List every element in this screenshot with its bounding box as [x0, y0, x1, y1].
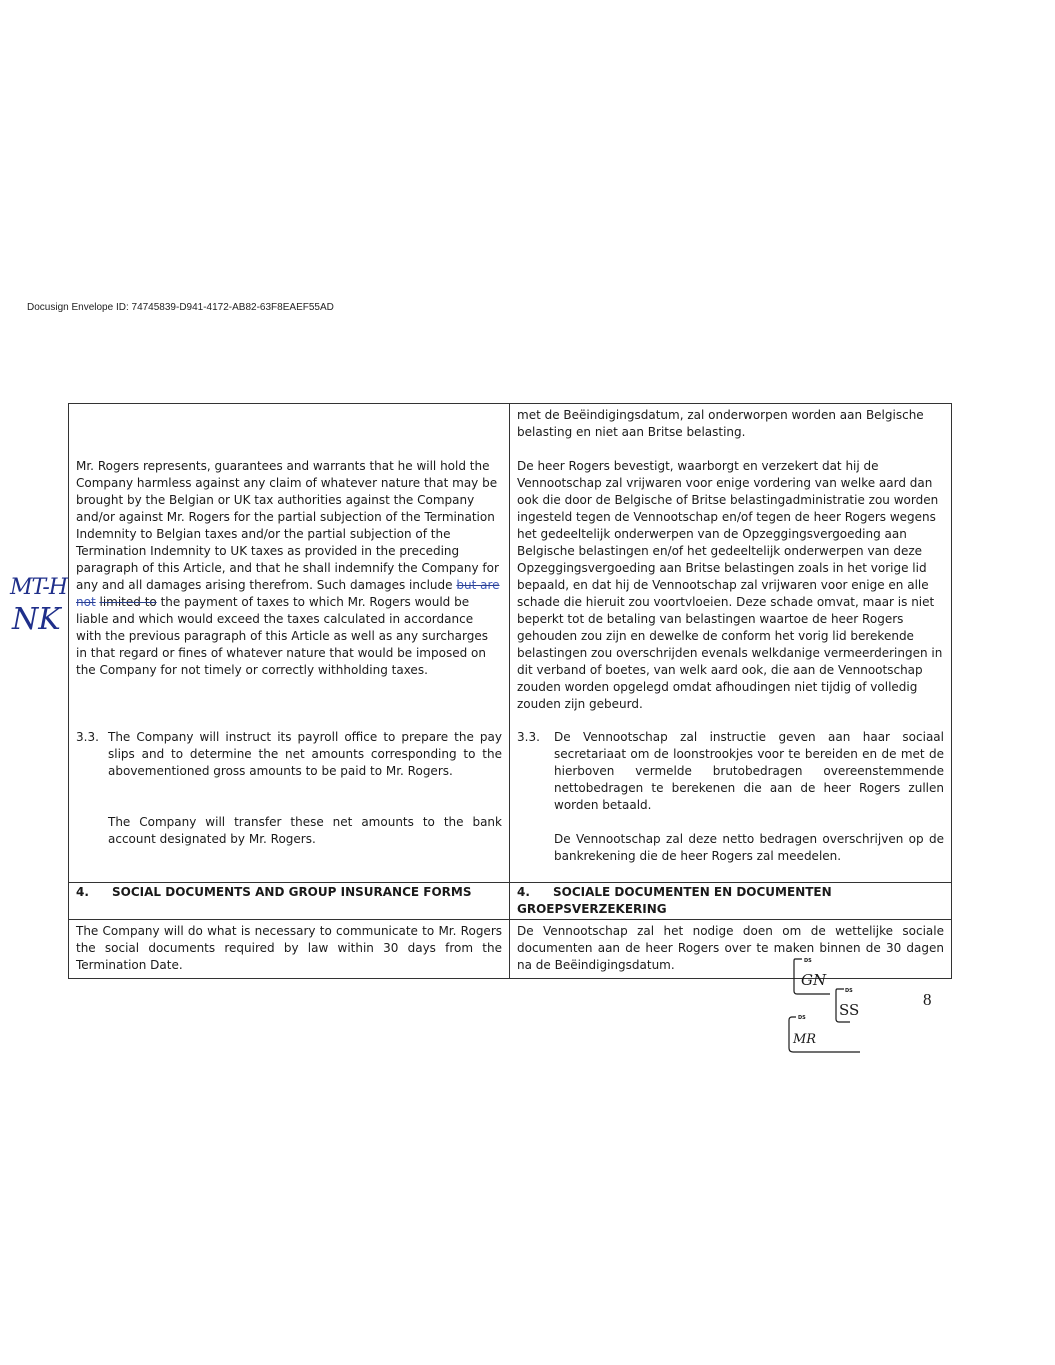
- english-column: [69, 404, 510, 882]
- bilingual-table: [68, 403, 952, 979]
- table-row: [69, 404, 951, 882]
- dutch-column: [510, 404, 951, 882]
- clause-3-3-nl: 3.3. De Vennootschap zal instructie geven aan haar sociaal secretariaat om de loonstrookjes voor te bereiden en de met de hierboven vermelde brutobedragen overeenstemmende nettobedragen te berekenen die aan de heer Rogers zullen worden betaald.: [517, 730, 944, 812]
- initials-first: MT-H: [10, 575, 67, 600]
- clause-3-3-en: 3.3. The Company will instruct its payroll office to prepare the pay slips and to determine the net amounts corresponding to the abovementioned gross amounts to be paid to Mr. Rogers.: [76, 730, 502, 778]
- top-continuation-nl: met de Beëindigingsdatum, zal onderworpen worden aan Belgische belasting en niet aan Britse belasting.: [517, 408, 924, 439]
- clause-3-3-en-transfer: The Company will transfer these net amounts to the bank account designated by Mr. Rogers.: [108, 815, 502, 846]
- section-4-header: 4. SOCIAL DOCUMENTS AND GROUP INSURANCE FORMS 4. SOCIALE DOCUMENTEN EN DOCUMENTEN GROEPSVERZEKERING: [69, 882, 951, 920]
- envelope-id: Docusign Envelope ID: 74745839-D941-4172-AB82-63F8EAEF55AD: [27, 302, 334, 313]
- indemnity-paragraph-en: Mr. Rogers represents, guarantees and warrants that he will hold the Company harmless against any claim of whatever nature that may be brought by the Belgian or UK tax authorities against the Company and/or against Mr. Rogers for the partial subjection of the Termination Indemnity to Belgian taxes and/or the partial subjection of the Termination Indemnity to UK taxes as provided in the preceding paragraph of this Article, and that he shall indemnify the Company for any and all damages arising therefrom. Such damages include but are not limited to the payment of taxes to which Mr. Rogers would be liable and which would exceed the taxes calculated in accordance with the previous paragraph of this Article as well as any surcharges in that regard or fines of whatever nature that would be imposed on the Company for not timely or correctly withholding taxes.: [76, 459, 500, 677]
- struck-text: limited to: [99, 595, 157, 609]
- initials-gn: GN: [801, 971, 827, 989]
- section-4-title-nl: SOCIALE DOCUMENTEN EN DOCUMENTEN GROEPSVERZEKERING: [517, 885, 832, 916]
- docusign-initial-stamps: [786, 955, 866, 1055]
- initials-second: NK: [12, 602, 61, 637]
- initials-ss: SS: [839, 1001, 860, 1019]
- ds-label-2: DS: [845, 988, 853, 994]
- clause-3-3-nl-transfer: De Vennootschap zal deze netto bedragen overschrijven op de bankrekening die de heer Rogers zal meedelen.: [554, 832, 944, 863]
- ds-label-1: DS: [804, 958, 812, 964]
- section-4-text-en: The Company will do what is necessary to communicate to Mr. Rogers the social documents required by law within 30 days from the Termination Date.: [69, 920, 510, 978]
- margin-initials: [10, 575, 67, 637]
- initials-mr: MR: [793, 1032, 817, 1047]
- inserted-struck-text: but are not: [76, 578, 500, 609]
- ds-label-3: DS: [798, 1015, 806, 1021]
- page-number: 8: [923, 990, 932, 1009]
- section-4-text-nl: De Vennootschap zal het nodige doen om de wettelijke sociale documenten aan de heer Rogers over te maken binnen de 30 dagen na de Beëindigingsdatum.: [517, 924, 944, 972]
- section-4-title-en: SOCIAL DOCUMENTS AND GROUP INSURANCE FORMS: [112, 885, 472, 899]
- indemnity-paragraph-nl: De heer Rogers bevestigt, waarborgt en verzekert dat hij de Vennootschap zal vrijwaren voor enige vordering van welke aard dan ook die door de Belgische of Britse belastingadministratie zou worden ingesteld tegen de Vennootschap en/of tegen de heer Rogers wegens het gedeeltelijk onderwerpen van de Opzeggingsvergoeding aan Belgische belastingen en/of het gedeeltelijk onderwerpen van deze Opzeggingsvergoeding aan Britse belastingen zoals in het vorige lid bepaald, en dat hij de Vennootschap zal vrijwaren voor enige en alle schade die hieruit zou voortvloeien. Deze schade omvat, maar is niet beperkt tot de betaling van belastingen waartoe de heer Rogers gehouden zou zijn en dewelke de conform het vorig lid berekende belastingen zou overschrijden evenals welkdanige vermeerderingen in dit verband of boetes, van welk aard ook, die aan de Vennootschap zouden worden opgelegd omdat afhoudingen niet tijdig of volledig zouden zijn gebeurd.: [517, 459, 943, 711]
